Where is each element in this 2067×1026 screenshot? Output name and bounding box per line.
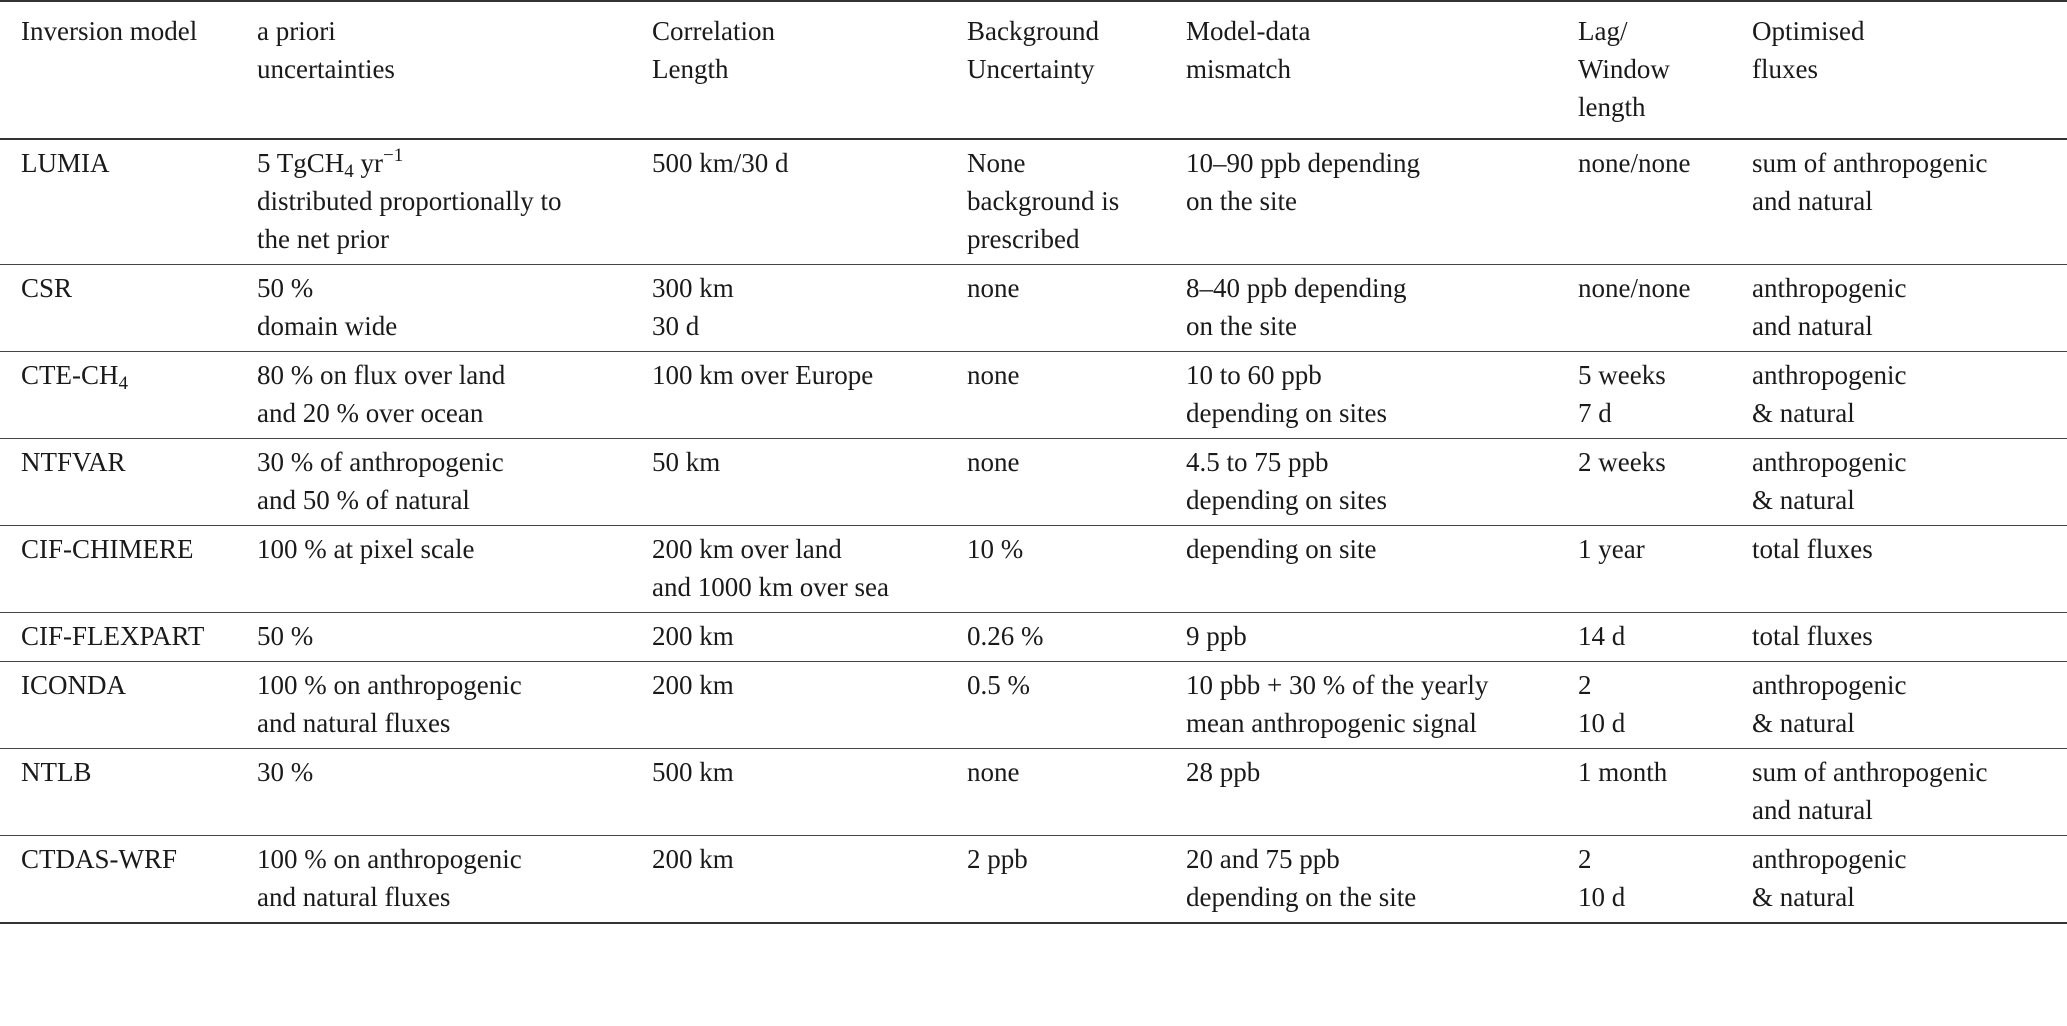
cell-background: 0.26 % xyxy=(967,621,1044,651)
cell-corr: 200 km over land and 1000 km over sea xyxy=(652,534,889,602)
cell-fluxes: anthropogenic & natural xyxy=(1752,844,1907,912)
cell-fluxes: sum of anthropogenic and natural xyxy=(1752,148,1988,216)
header-inversion-model: Inversion model xyxy=(21,16,198,46)
cell-mismatch: 9 ppb xyxy=(1186,621,1247,651)
cell-background: 0.5 % xyxy=(967,670,1030,700)
cell-prior: 30 % of anthropogenic and 50 % of natural xyxy=(257,447,504,515)
cell-mismatch: 10 to 60 ppb depending on sites xyxy=(1186,360,1387,428)
cell-model: CSR xyxy=(21,273,73,303)
cell-prior: 100 % at pixel scale xyxy=(257,534,475,564)
cell-fluxes: sum of anthropogenic and natural xyxy=(1752,757,1988,825)
cell-model: ICONDA xyxy=(21,670,126,700)
cell-mismatch: 10 pbb + 30 % of the yearly mean anthropogenic signal xyxy=(1186,670,1489,738)
cell-mismatch: 10–90 ppb depending on the site xyxy=(1186,148,1420,216)
cell-fluxes: anthropogenic & natural xyxy=(1752,670,1907,738)
table-row xyxy=(0,139,2067,265)
cell-lag: 14 d xyxy=(1578,621,1626,651)
cell-background: none xyxy=(967,273,1020,303)
cell-mismatch: 4.5 to 75 ppb depending on sites xyxy=(1186,447,1387,515)
table-row xyxy=(0,439,2067,526)
cell-corr: 500 km xyxy=(652,757,734,787)
table-row xyxy=(0,613,2067,662)
cell-lag: 2 10 d xyxy=(1578,670,1626,738)
cell-prior: 80 % on flux over land and 20 % over ocean xyxy=(257,360,506,428)
cell-lag: 1 month xyxy=(1578,757,1668,787)
header-lag-window-length: Lag/ Window length xyxy=(1578,16,1670,122)
cell-lag: 1 year xyxy=(1578,534,1645,564)
cell-lag: none/none xyxy=(1578,273,1691,303)
table-row xyxy=(0,749,2067,836)
cell-mismatch: depending on site xyxy=(1186,534,1377,564)
cell-mismatch: 20 and 75 ppb depending on the site xyxy=(1186,844,1417,912)
table-row xyxy=(0,836,2067,924)
header-model-data-mismatch: Model-data mismatch xyxy=(1186,16,1311,84)
cell-prior: 5 TgCH$_4$ $yr^{-1}$ distributed proportionally to the net prior xyxy=(257,139,652,265)
cell-lag: none/none xyxy=(1578,148,1691,178)
cell-model: NTLB xyxy=(21,757,92,787)
cell-prior: 100 % on anthropogenic and natural fluxes xyxy=(257,844,522,912)
cell-corr: 200 km xyxy=(652,670,734,700)
cell-fluxes: anthropogenic & natural xyxy=(1752,447,1907,515)
cell-background: 10 % xyxy=(967,534,1024,564)
cell-model: CIF-FLEXPART xyxy=(21,621,205,651)
header-a-priori-uncertainties: a priori uncertainties xyxy=(257,16,395,84)
cell-model: CTE-$CH_4$ xyxy=(21,360,128,394)
cell-prior: 50 % domain wide xyxy=(257,273,398,341)
cell-prior: 100 % on anthropogenic and natural fluxes xyxy=(257,670,522,738)
cell-corr: 300 km 30 d xyxy=(652,273,734,341)
cell-corr: 200 km xyxy=(652,844,734,874)
header-background-uncertainty: Background Uncertainty xyxy=(967,16,1099,84)
table-row xyxy=(0,526,2067,613)
table-row xyxy=(0,352,2067,439)
table-body xyxy=(0,139,2067,923)
cell-mismatch: 8–40 ppb depending on the site xyxy=(1186,273,1407,341)
table-row xyxy=(0,265,2067,352)
cell-background: none xyxy=(967,757,1020,787)
cell-fluxes: total fluxes xyxy=(1752,621,1873,651)
cell-corr: 100 km over Europe xyxy=(652,360,874,390)
cell-prior: 50 % xyxy=(257,621,314,651)
cell-background: None background is prescribed xyxy=(967,148,1120,254)
cell-corr: 500 km/30 d xyxy=(652,148,789,178)
cell-lag: 5 weeks 7 d xyxy=(1578,360,1666,428)
cell-lag: 2 weeks xyxy=(1578,447,1666,477)
cell-fluxes: anthropogenic & natural xyxy=(1752,360,1907,428)
table-header xyxy=(0,1,2067,139)
cell-lag: 2 10 d xyxy=(1578,844,1626,912)
header-optimised-fluxes: Optimised fluxes xyxy=(1752,16,1865,84)
cell-prior: 30 % xyxy=(257,757,314,787)
cell-fluxes: anthropogenic and natural xyxy=(1752,273,1907,341)
cell-fluxes: total fluxes xyxy=(1752,534,1873,564)
header-row xyxy=(0,1,2067,139)
cell-mismatch: 28 ppb xyxy=(1186,757,1261,787)
cell-model: LUMIA xyxy=(21,148,110,178)
tgch4-value: 5 TgCH$_4$ $yr^{-1}$ xyxy=(257,145,404,182)
cell-corr: 50 km xyxy=(652,447,721,477)
header-correlation-length: Correlation Length xyxy=(652,16,775,84)
cell-background: none xyxy=(967,447,1020,477)
cell-background: 2 ppb xyxy=(967,844,1028,874)
table-row xyxy=(0,662,2067,749)
cell-corr: 200 km xyxy=(652,621,734,651)
cell-model: CIF-CHIMERE xyxy=(21,534,194,564)
cell-model: NTFVAR xyxy=(21,447,126,477)
cell-background: none xyxy=(967,360,1020,390)
cell-model: CTDAS-WRF xyxy=(21,844,178,874)
